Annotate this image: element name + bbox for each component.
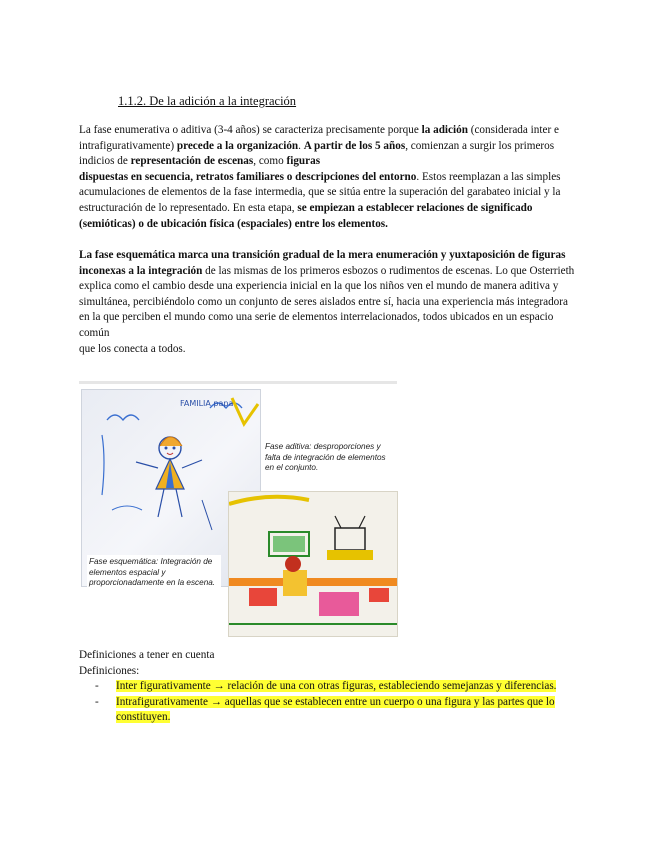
caption-additive: Fase aditiva: desproporciones y falta de integración de elementos en el conjunto. (265, 442, 386, 472)
caption-schematic: Fase esquemática: Integración de elementos espacial y proporcionadamente en la escena. (87, 555, 221, 591)
text-run: . (298, 139, 304, 152)
paragraph-schematic-phase (79, 248, 579, 357)
section-heading: 1.1.2. De la adición a la integración (118, 94, 297, 108)
definitions-list (79, 679, 589, 726)
children-drawings-figure (79, 381, 397, 636)
definitions-subtitle: Definiciones: (79, 664, 140, 677)
drawing-handwriting: FAMILIA papa (180, 399, 234, 408)
definition-intrafigurative: Intrafigurativamente → aquellas que se establecen entre un cuerpo o una figura y las partes que lo constituyen. (116, 695, 555, 723)
bold-run: se empiezan a establecer relaciones de significado (semióticas) o de ubicación física (espaciales) entre los elementos. (79, 201, 533, 230)
bullet-dash: - (95, 695, 99, 708)
figure-divider (79, 381, 397, 384)
bold-run: dispuestas en secuencia, retratos familiares o descripciones del entorno (79, 170, 417, 183)
text-run: que los conecta a todos. (79, 342, 186, 355)
list-item (79, 679, 589, 695)
bold-run: A partir de los 5 años (303, 139, 406, 152)
house-drawing-image (229, 492, 397, 636)
paragraph-additive-phase (79, 123, 579, 232)
definitions-title: Definiciones a tener en cuenta (79, 649, 215, 661)
bold-run: figuras (286, 155, 321, 168)
definitions-section (79, 648, 589, 726)
bold-run: la adición (421, 124, 468, 136)
list-item (79, 695, 589, 726)
definition-interfigurative: Inter figurativamente → relación de una con otras figuras, estableciendo semejanzas y diferencias. (116, 680, 557, 692)
drawing-photo-schematic (228, 491, 398, 637)
bold-run: representación de escenas (130, 155, 254, 168)
bold-run: La fase esquemática marca una transición gradual de la mera enumeración y yuxtaposición de figuras inconexas a la integración (79, 249, 566, 277)
text-run: de las mismas de los primeros esbozos o rudimentos de escenas. Lo que Osterrieth explica como el cambio desde una experiencia inicial en la que los niños ven el mundo de manera aditiva y simultánea, percibiéndolo como un conjunto de seres aislados entre sí, hacia una experiencia más integradora en la que perciben el mundo como una serie de elementos interrelacionados, todos ubicados en un espacio común (79, 264, 575, 339)
bold-run: precede a la organización (176, 139, 299, 152)
text-run: . Estos reemplazan a las simples acumulaciones de elementos de la fase intermedia, que se sitúa entre la superación del garabateo inicial y la estructuración de lo representado. En esta etapa, (79, 170, 561, 214)
text-run: , como (253, 155, 287, 168)
bullet-dash: - (95, 680, 99, 692)
text-run: , comienzan a surgir los primeros indicios de (79, 139, 555, 168)
text-run: (considerada inter e intrafigurativamente) (79, 124, 559, 152)
text-run: La fase enumerativa o aditiva (3-4 años) se caracteriza precisamente porque (79, 124, 422, 136)
